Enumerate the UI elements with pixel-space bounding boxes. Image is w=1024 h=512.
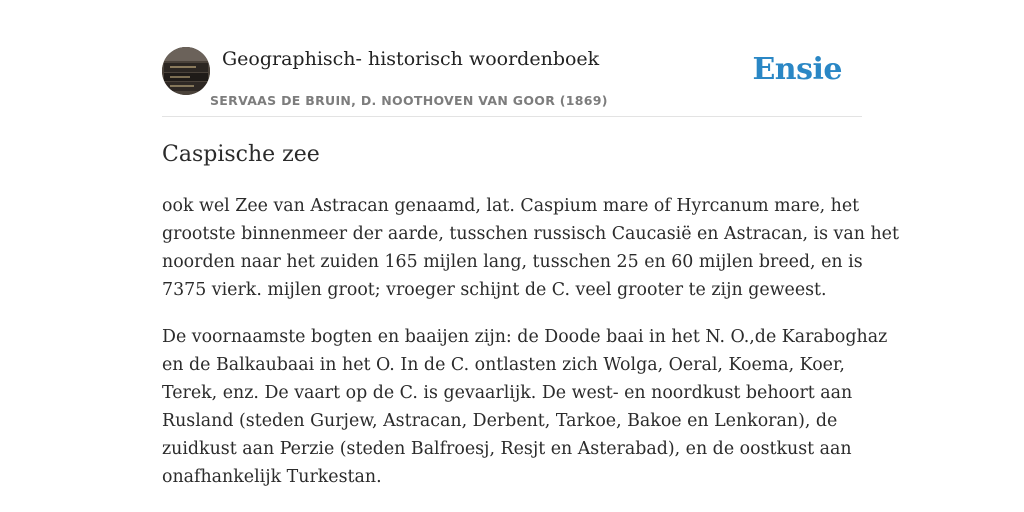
ensie-logo[interactable]: Ensie xyxy=(752,52,842,87)
paragraph-line: onafhankelijk Turkestan. xyxy=(162,467,382,487)
paragraph-line: en de Balkaubaai in het O. In de C. ontlasten zich Wolga, Oeral, Koema, Koer, xyxy=(162,355,845,375)
entry-title: Caspische zee xyxy=(162,142,320,167)
entry-paragraph-1 xyxy=(162,192,899,304)
book-header xyxy=(162,46,862,117)
paragraph-line: 7375 vierk. mijlen groot; vroeger schijnt de C. veel grooter te zijn geweest. xyxy=(162,280,827,300)
entry-paragraph-2 xyxy=(162,323,888,491)
book-title[interactable]: Geographisch- historisch woordenboek xyxy=(222,48,600,70)
book-cover-icon[interactable] xyxy=(162,47,210,95)
paragraph-line: De voornaamste bogten en baaijen zijn: de Doode baai in het N. O.,de Karaboghaz xyxy=(162,327,888,347)
paragraph-line: ook wel Zee van Astracan genaamd, lat. Caspium mare of Hyrcanum mare, het xyxy=(162,196,860,216)
paragraph-line: Terek, enz. De vaart op de C. is gevaarlijk. De west- en noordkust behoort aan xyxy=(162,383,853,403)
paragraph-line: noorden naar het zuiden 165 mijlen lang, tusschen 25 en 60 mijlen breed, en is xyxy=(162,252,863,272)
book-author-year: SERVAAS DE BRUIN, D. NOOTHOVEN VAN GOOR (1869) xyxy=(210,93,608,108)
paragraph-line: grootste binnenmeer der aarde, tusschen russisch Caucasië en Astracan, is van het xyxy=(162,224,899,244)
paragraph-line: zuidkust aan Perzie (steden Balfroesj, Resjt en Asterabad), en de oostkust aan xyxy=(162,439,852,459)
paragraph-line: Rusland (steden Gurjew, Astracan, Derbent, Tarkoe, Bakoe en Lenkoran), de xyxy=(162,411,838,431)
